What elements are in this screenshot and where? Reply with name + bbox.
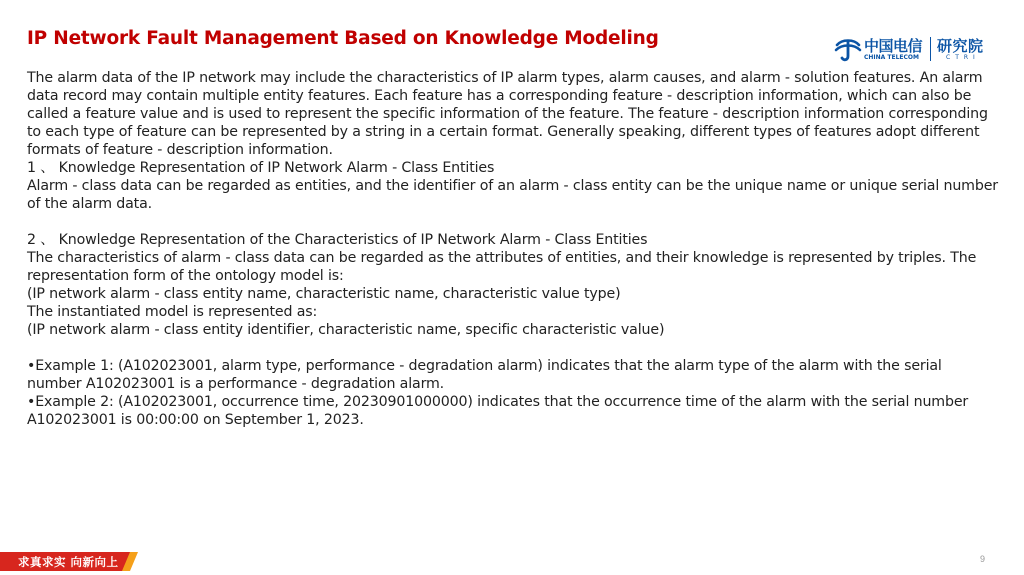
slide-title: IP Network Fault Management Based on Knowledge Modeling xyxy=(27,28,659,49)
section-1-text: Alarm - class data can be regarded as entities, and the identifier of an alarm - class entity can be the unique name or unique serial number of the alarm data. xyxy=(27,178,998,212)
page-number: 9 xyxy=(980,554,986,564)
spacer xyxy=(27,213,999,231)
china-telecom-emblem-icon xyxy=(834,36,862,62)
intro-paragraph: The alarm data of the IP network may include the characteristics of IP alarm types, alarm causes, and alarm - solution features. An alarm data record may contain multiple entity features. Each feature has a corresponding feature - description information, which can also be called a feature value and is used to represent the specific information of the feature. The feature - description information corresponding to each type of feature can be represented by a string in a certain format. Generally speaking, different types of features adopt different formats of feature - description information. xyxy=(27,70,988,158)
logo-english-name: CHINA TELECOM xyxy=(864,54,919,61)
logo-institute-abbr: CTRI xyxy=(946,54,980,61)
logo-institute-name: 研究院 xyxy=(937,37,984,55)
slide-body xyxy=(27,69,999,429)
ontology-form: (IP network alarm - class entity name, characteristic name, characteristic value type) xyxy=(27,286,621,302)
logo-chinese-name: 中国电信 xyxy=(864,37,923,55)
china-telecom-research-logo xyxy=(834,34,990,64)
instantiated-intro: The instantiated model is represented as: xyxy=(27,304,318,320)
logo-divider xyxy=(930,37,931,61)
example-1: •Example 1: (A102023001, alarm type, performance - degradation alarm) indicates that the alarm type of the alarm with the serial number A102023001 is a performance - degradation alarm. xyxy=(27,358,942,392)
spacer xyxy=(27,339,999,357)
section-1-heading: 1 、 Knowledge Representation of IP Network Alarm - Class Entities xyxy=(27,160,495,176)
motto-banner xyxy=(0,552,140,571)
instantiated-form: (IP network alarm - class entity identifier, characteristic name, specific characteristic value) xyxy=(27,322,665,338)
example-2: •Example 2: (A102023001, occurrence time, 20230901000000) indicates that the occurrence time of the alarm with the serial number A102023001 is 00:00:00 on September 1, 2023. xyxy=(27,394,969,428)
section-2-heading: 2 、 Knowledge Representation of the Characteristics of IP Network Alarm - Class Entities xyxy=(27,232,648,248)
motto-text: 求真求实 向新向上 xyxy=(18,555,119,569)
section-2-text: The characteristics of alarm - class data can be regarded as the attributes of entities, and their knowledge is represented by triples. The representation form of the ontology model is: xyxy=(27,250,977,284)
